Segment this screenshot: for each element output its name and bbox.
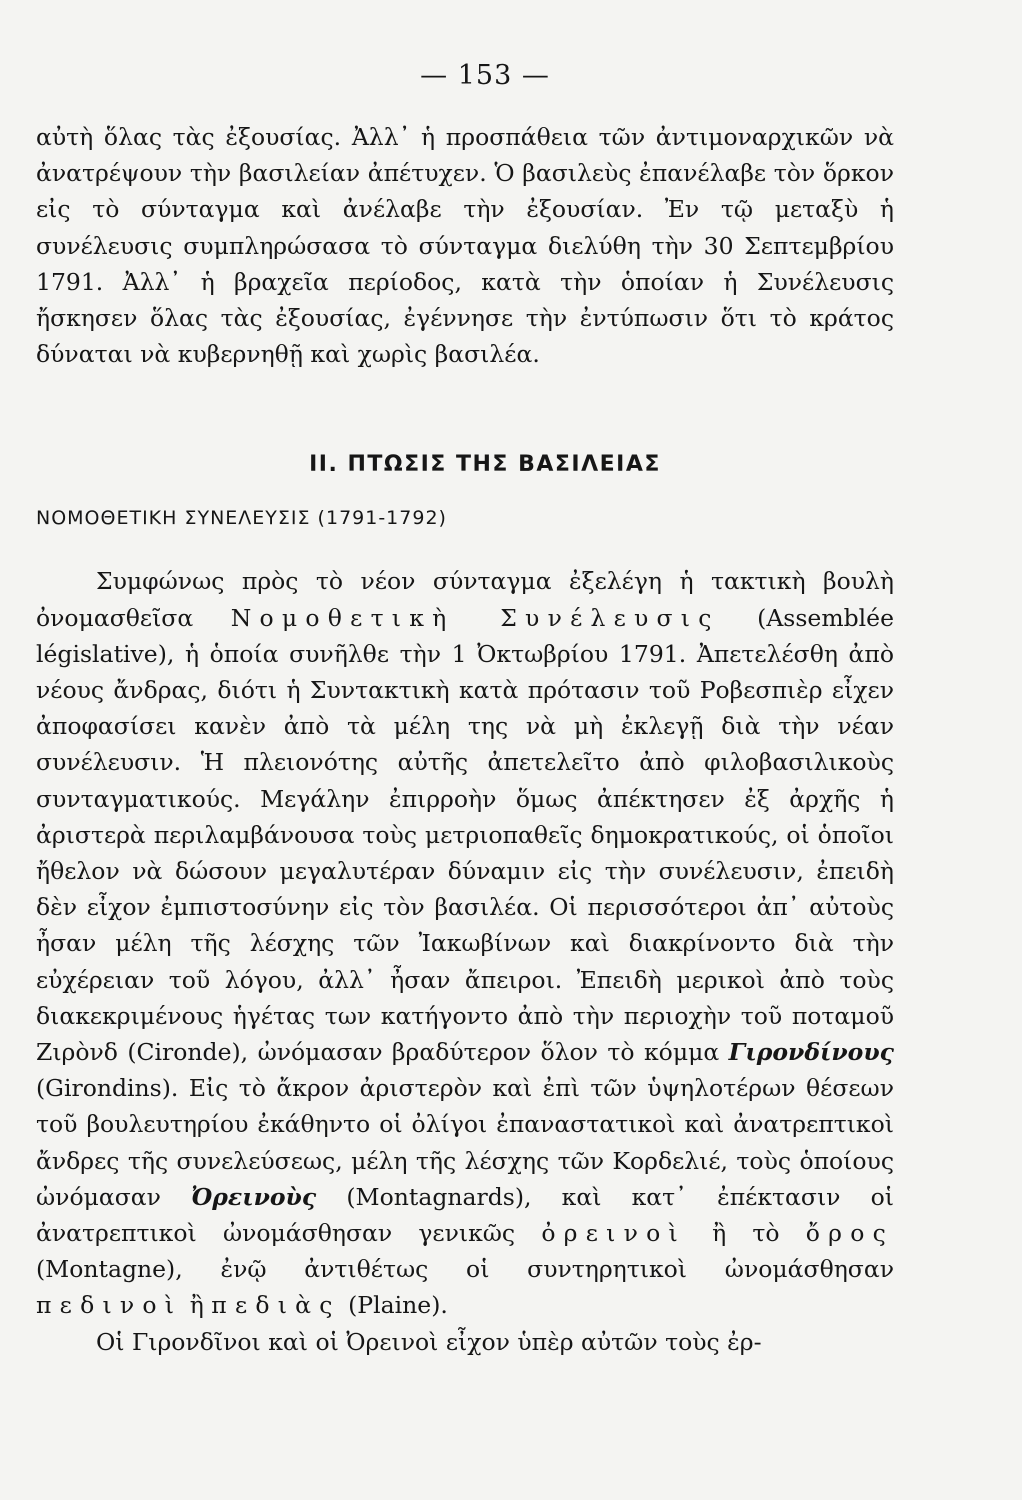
spaced-term-oreinoi: ὀρεινοὶ — [541, 1219, 686, 1248]
paragraph-text: (Montagne), ἐνῷ ἀντιθέτως οἱ συντηρητικοὶ ὠνομάσθησαν — [36, 1255, 894, 1284]
paragraph-text: Συμφώνως πρὸς τὸ νέον σύνταγμα ἐξελέγη ἡ τακτικὴ βουλὴ ὀνομασθεῖσα — [36, 567, 894, 632]
spaced-term-nomothetiki-synelefsis: Νομοθετικὴ Συνέλευσις — [230, 603, 720, 632]
paragraph-text: ἢ — [189, 1291, 204, 1320]
paragraph-legislative-assembly — [36, 563, 894, 1323]
subsection-title: ΝΟΜΟΘΕΤΙΚΗ ΣΥΝΕΛΕΥΣΙΣ (1791-1792) — [36, 507, 447, 530]
paragraph-text: (Plaine). — [348, 1291, 448, 1320]
section-title: ΙΙ. ΠΤΩΣΙΣ ΤΗΣ ΒΑΣΙΛΕΙΑΣ — [309, 452, 661, 478]
paragraph-intro: αὐτὴ ὅλας τὰς ἐξουσίας. Ἀλλ᾽ ἡ προσπάθεια τῶν ἀντιμοναρχικῶν νὰ ἀνατρέψουν τὴν βασιλείαν ἀπέτυχεν. Ὁ βασιλεὺς ἐπανέλαβε τὸν ὅρκον εἰς τὸ σύνταγμα καὶ ἀνέλαβε τὴν ἐξουσίαν. Ἐν τῷ μεταξὺ ἡ συνέλευσις συμπληρώσασα τὸ σύνταγμα διελύθη τὴν 30 Σεπτεμβρίου 1791. Ἀλλ᾽ ἡ βραχεῖα περίοδος, κατὰ τὴν ὁποίαν ἡ Συνέλευσις ἤσκησεν ὅλας τὰς ἐξουσίας, ἐγέννησε τὴν ἐντύπωσιν ὅτι τὸ κράτος δύναται νὰ κυβερνηθῇ καὶ χωρὶς βασιλέα. — [36, 123, 894, 369]
page-number: — 153 — — [420, 60, 550, 91]
emphasized-term-girondins: Γιρονδίνους — [728, 1038, 894, 1067]
emphasized-term-montagnards: Ὀρεινοὺς — [191, 1182, 317, 1211]
spaced-term-oros: ὄρος — [805, 1219, 894, 1248]
paragraph-text: (Assemblée législative), ἡ ὁποία συνῆλθε τὴν 1 Ὀκτωβρίου 1791. Ἀπετελέσθη ἀπὸ νέους ἄνδρας, διότι ἡ Συντακτικὴ κατὰ πρότασιν τοῦ Ροβεσπιὲρ εἶχεν ἀποφασίσει κανὲν ἀπὸ τὰ μέλη της νὰ μὴ ἐκλεγῇ διὰ τὴν νέαν συνέλευσιν. Ἡ πλειονότης αὐτῆς ἀπετελεῖτο ἀπὸ φιλοβασιλικοὺς συνταγματικούς. Μεγάλην ἐπιρροὴν ὅμως ἀπέκτησεν ἐξ ἀρχῆς ἡ ἀριστερὰ περιλαμβάνουσα τοὺς μετριοπαθεῖς δημοκρατικούς, οἱ ὁποῖοι ἤθελον νὰ δώσουν μεγαλυτέραν δύναμιν εἰς τὴν συνέλευσιν, ἐπειδὴ δὲν εἶχον ἐμπιστοσύνην εἰς τὸν βασιλέα. Οἱ περισσότεροι ἀπ᾽ αὐτοὺς ἦσαν μέλη τῆς λέσχης τῶν Ἰακωβίνων καὶ διακρίνοντο διὰ τὴν εὐχέρειαν τοῦ λόγου, ἀλλ᾽ ἦσαν ἄπειροι. Ἐπειδὴ μερικοὶ ἀπὸ τοὺς διακεκριμένους ἡγέτας των κατήγοντο ἀπὸ τὴν περιοχὴν τοῦ ποταμοῦ Ζιρὸνδ (Cironde), ὠνόμασαν βραδύτερον ὅλον τὸ κόμμα — [36, 603, 894, 1067]
book-page — [36, 60, 894, 1360]
paragraph-continuation: Οἱ Γιρονδῖνοι καὶ οἱ Ὀρεινοὶ εἶχον ὑπὲρ αὐτῶν τοὺς ἐρ- — [96, 1327, 762, 1356]
spaced-term-pedinoi: πεδινοὶ — [36, 1291, 183, 1320]
spaced-term-pedias: πεδιὰς — [211, 1291, 341, 1320]
paragraph-text: ἢ τὸ — [712, 1219, 780, 1248]
paragraph-text: (Girondins). Εἰς τὸ ἄκρον ἀριστερὸν καὶ ἐπὶ τῶν ὑψηλοτέρων θέσεων τοῦ βουλευτηρίου ἐκάθηντο οἱ ὀλίγοι ἐπαναστατικοὶ καὶ ἀνατρεπτικοὶ ἄνδρες τῆς συνελεύσεως, μέλη τῆς λέσχης τῶν Κορδελιέ, τοὺς ὁποίους ὠνόμασαν — [36, 1074, 894, 1211]
paragraph-text: (Montagnards), καὶ κατ᾽ ἐπέκτασιν οἱ ἀνατρεπτικοὶ ὠνομάσθησαν γενικῶς — [36, 1182, 894, 1248]
